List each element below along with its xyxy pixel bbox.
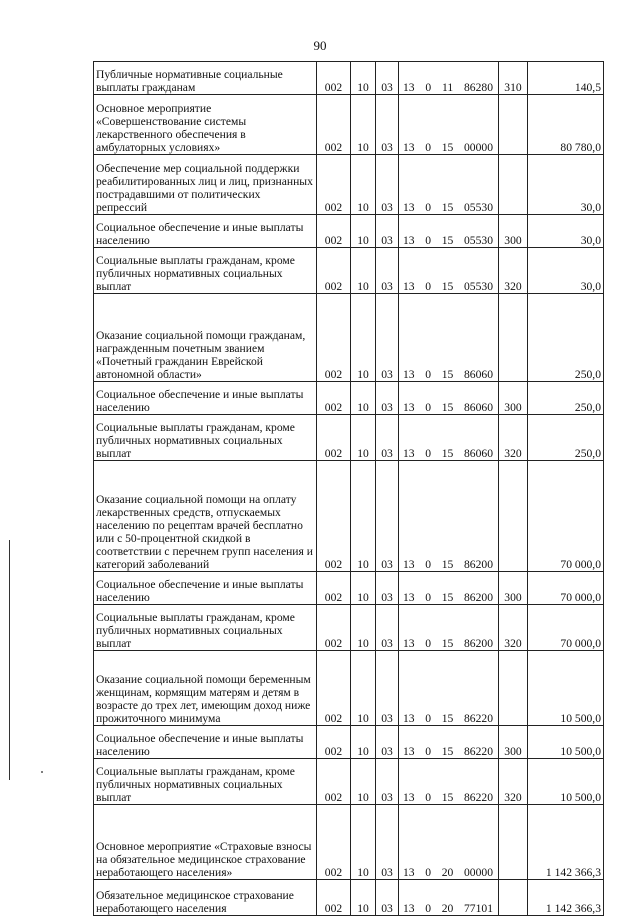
expense-type-code <box>499 294 528 382</box>
program-code: 13 <box>403 558 415 571</box>
subsection-code: 03 <box>376 294 399 382</box>
target-article-code <box>399 294 499 382</box>
direction-code: 86220 <box>464 745 493 758</box>
measure-code: 15 <box>441 637 454 650</box>
row-name: Обеспечение мер социальной поддержки реабилитированных лиц и лиц, признанных пострадавшими от политических репрессий <box>94 155 317 215</box>
ministry-code: 002 <box>317 415 351 461</box>
expense-type-code <box>499 805 528 880</box>
direction-code: 86200 <box>464 558 493 571</box>
ministry-code: 002 <box>317 382 351 415</box>
amount: 30,0 <box>528 215 604 248</box>
subsection-code: 03 <box>376 805 399 880</box>
target-article-code <box>399 95 499 155</box>
direction-code: 86280 <box>464 81 493 94</box>
program-code: 13 <box>403 141 415 154</box>
program-code: 13 <box>403 791 415 804</box>
program-code: 13 <box>403 401 415 414</box>
target-article-parts <box>401 791 496 804</box>
direction-code: 05530 <box>464 201 493 214</box>
subsection-code: 03 <box>376 880 399 916</box>
direction-code: 00000 <box>464 141 493 154</box>
subsection-code: 03 <box>376 415 399 461</box>
subprogram-code: 0 <box>425 591 432 604</box>
program-code: 13 <box>403 201 415 214</box>
amount: 250,0 <box>528 382 604 415</box>
target-article-code <box>399 605 499 651</box>
subprogram-code: 0 <box>425 637 432 650</box>
amount: 70 000,0 <box>528 461 604 572</box>
ministry-code: 002 <box>317 805 351 880</box>
section-code: 10 <box>351 155 376 215</box>
row-name: Основное мероприятие «Совершенствование системы лекарственного обеспечения в амбулаторных условиях» <box>94 95 317 155</box>
target-article-parts <box>401 368 496 381</box>
subprogram-code: 0 <box>425 401 432 414</box>
program-code: 13 <box>403 368 415 381</box>
program-code: 13 <box>403 637 415 650</box>
ministry-code: 002 <box>317 215 351 248</box>
amount: 10 500,0 <box>528 651 604 726</box>
margin-line <box>9 540 10 780</box>
ministry-code: 002 <box>317 95 351 155</box>
amount: 10 500,0 <box>528 759 604 805</box>
section-code: 10 <box>351 759 376 805</box>
subprogram-code: 0 <box>425 368 432 381</box>
subsection-code: 03 <box>376 759 399 805</box>
target-article-parts <box>401 141 496 154</box>
section-code: 10 <box>351 95 376 155</box>
direction-code: 86200 <box>464 637 493 650</box>
program-code: 13 <box>403 902 415 915</box>
measure-code: 15 <box>441 141 454 154</box>
program-code: 13 <box>403 745 415 758</box>
subprogram-code: 0 <box>425 791 432 804</box>
table-row <box>94 759 604 805</box>
target-article-parts <box>401 234 496 247</box>
measure-code: 15 <box>441 280 454 293</box>
section-code: 10 <box>351 382 376 415</box>
program-code: 13 <box>403 447 415 460</box>
amount: 1 142 366,3 <box>528 805 604 880</box>
subprogram-code: 0 <box>425 234 432 247</box>
target-article-parts <box>401 201 496 214</box>
target-article-parts <box>401 280 496 293</box>
expense-type-code: 300 <box>499 382 528 415</box>
section-code: 10 <box>351 461 376 572</box>
table-row <box>94 880 604 916</box>
expense-type-code: 320 <box>499 248 528 294</box>
subprogram-code: 0 <box>425 866 432 879</box>
table-row <box>94 62 604 95</box>
section-code: 10 <box>351 880 376 916</box>
row-name: Социальное обеспечение и иные выплаты населению <box>94 382 317 415</box>
measure-code: 15 <box>441 201 454 214</box>
row-name: Социальные выплаты гражданам, кроме публичных нормативных социальных выплат <box>94 605 317 651</box>
target-article-parts <box>401 558 496 571</box>
measure-code: 15 <box>441 234 454 247</box>
target-article-code <box>399 572 499 605</box>
measure-code: 15 <box>441 712 454 725</box>
expense-type-code <box>499 155 528 215</box>
page-number: 90 <box>313 38 327 53</box>
subprogram-code: 0 <box>425 745 432 758</box>
ministry-code: 002 <box>317 461 351 572</box>
row-name: Оказание социальной помощи гражданам, награжденным почетным званием «Почетный гражданин Еврейской автономной области» <box>94 294 317 382</box>
subsection-code: 03 <box>376 572 399 605</box>
amount: 80 780,0 <box>528 95 604 155</box>
table-row <box>94 605 604 651</box>
row-name: Социальное обеспечение и иные выплаты населению <box>94 726 317 759</box>
target-article-parts <box>401 81 496 94</box>
target-article-parts <box>401 745 496 758</box>
ministry-code: 002 <box>317 62 351 95</box>
target-article-code <box>399 726 499 759</box>
direction-code: 86200 <box>464 591 493 604</box>
expense-type-code: 310 <box>499 62 528 95</box>
target-article-parts <box>401 902 496 915</box>
target-article-parts <box>401 401 496 414</box>
subprogram-code: 0 <box>425 81 432 94</box>
table-row <box>94 651 604 726</box>
direction-code: 05530 <box>464 280 493 293</box>
target-article-code <box>399 651 499 726</box>
expense-type-code <box>499 461 528 572</box>
row-name: Социальные выплаты гражданам, кроме публичных нормативных социальных выплат <box>94 248 317 294</box>
section-code: 10 <box>351 62 376 95</box>
budget-table <box>93 61 604 916</box>
expense-type-code: 300 <box>499 215 528 248</box>
subsection-code: 03 <box>376 95 399 155</box>
ministry-code: 002 <box>317 759 351 805</box>
section-code: 10 <box>351 415 376 461</box>
section-code: 10 <box>351 805 376 880</box>
subsection-code: 03 <box>376 62 399 95</box>
row-name: Социальные выплаты гражданам, кроме публичных нормативных социальных выплат <box>94 415 317 461</box>
amount: 30,0 <box>528 155 604 215</box>
table-row <box>94 294 604 382</box>
subsection-code: 03 <box>376 605 399 651</box>
measure-code: 15 <box>441 558 454 571</box>
target-article-code <box>399 415 499 461</box>
target-article-parts <box>401 447 496 460</box>
ministry-code: 002 <box>317 880 351 916</box>
target-article-code <box>399 880 499 916</box>
row-name: Оказание социальной помощи на оплату лекарственных средств, отпускаемых населению по рецептам врачей бесплатно или с 50-процентной скидкой в соответствии с перечнем групп населения и категорий заболеваний <box>94 461 317 572</box>
table-row <box>94 415 604 461</box>
subsection-code: 03 <box>376 382 399 415</box>
table-row <box>94 461 604 572</box>
direction-code: 86060 <box>464 401 493 414</box>
expense-type-code <box>499 880 528 916</box>
subsection-code: 03 <box>376 215 399 248</box>
program-code: 13 <box>403 280 415 293</box>
table-row <box>94 572 604 605</box>
expense-type-code <box>499 95 528 155</box>
expense-type-code: 300 <box>499 572 528 605</box>
amount: 10 500,0 <box>528 726 604 759</box>
row-name: Публичные нормативные социальные выплаты гражданам <box>94 62 317 95</box>
expense-type-code: 300 <box>499 726 528 759</box>
target-article-code <box>399 248 499 294</box>
row-name: Социальные выплаты гражданам, кроме публичных нормативных социальных выплат <box>94 759 317 805</box>
measure-code: 15 <box>441 591 454 604</box>
measure-code: 15 <box>441 791 454 804</box>
target-article-parts <box>401 866 496 879</box>
subprogram-code: 0 <box>425 280 432 293</box>
measure-code: 20 <box>441 866 454 879</box>
target-article-code <box>399 382 499 415</box>
target-article-parts <box>401 591 496 604</box>
table-row <box>94 248 604 294</box>
amount: 250,0 <box>528 294 604 382</box>
measure-code: 15 <box>441 368 454 381</box>
measure-code: 15 <box>441 401 454 414</box>
row-name: Оказание социальной помощи беременным женщинам, кормящим матерям и детям в возрасте до трех лет, имеющим доход ниже прожиточного минимума <box>94 651 317 726</box>
table-row <box>94 95 604 155</box>
direction-code: 05530 <box>464 234 493 247</box>
table-row <box>94 726 604 759</box>
target-article-code <box>399 759 499 805</box>
program-code: 13 <box>403 866 415 879</box>
section-code: 10 <box>351 248 376 294</box>
ministry-code: 002 <box>317 572 351 605</box>
ministry-code: 002 <box>317 155 351 215</box>
subprogram-code: 0 <box>425 902 432 915</box>
row-name: Социальное обеспечение и иные выплаты населению <box>94 572 317 605</box>
amount: 250,0 <box>528 415 604 461</box>
measure-code: 15 <box>441 745 454 758</box>
amount: 70 000,0 <box>528 605 604 651</box>
subprogram-code: 0 <box>425 141 432 154</box>
program-code: 13 <box>403 591 415 604</box>
subsection-code: 03 <box>376 461 399 572</box>
direction-code: 77101 <box>464 902 493 915</box>
expense-type-code <box>499 651 528 726</box>
amount: 70 000,0 <box>528 572 604 605</box>
row-name: Обязательное медицинское страхование неработающего населения <box>94 880 317 916</box>
table-row <box>94 215 604 248</box>
amount: 1 142 366,3 <box>528 880 604 916</box>
ministry-code: 002 <box>317 726 351 759</box>
section-code: 10 <box>351 726 376 759</box>
target-article-code <box>399 155 499 215</box>
amount: 140,5 <box>528 62 604 95</box>
table-body <box>94 62 604 916</box>
subprogram-code: 0 <box>425 447 432 460</box>
target-article-code <box>399 805 499 880</box>
program-code: 13 <box>403 234 415 247</box>
ministry-code: 002 <box>317 651 351 726</box>
target-article-code <box>399 215 499 248</box>
direction-code: 86060 <box>464 447 493 460</box>
table-row <box>94 382 604 415</box>
ministry-code: 002 <box>317 248 351 294</box>
measure-code: 11 <box>442 81 454 94</box>
ministry-code: 002 <box>317 294 351 382</box>
subsection-code: 03 <box>376 726 399 759</box>
target-article-code <box>399 62 499 95</box>
direction-code: 86220 <box>464 791 493 804</box>
section-code: 10 <box>351 572 376 605</box>
amount: 30,0 <box>528 248 604 294</box>
section-code: 10 <box>351 215 376 248</box>
scan-speck <box>41 771 43 773</box>
subprogram-code: 0 <box>425 712 432 725</box>
measure-code: 15 <box>441 447 454 460</box>
section-code: 10 <box>351 651 376 726</box>
direction-code: 86060 <box>464 368 493 381</box>
target-article-code <box>399 461 499 572</box>
direction-code: 86220 <box>464 712 493 725</box>
program-code: 13 <box>403 81 415 94</box>
target-article-parts <box>401 637 496 650</box>
expense-type-code: 320 <box>499 759 528 805</box>
row-name: Основное мероприятие «Страховые взносы на обязательное медицинское страхование неработающего населения» <box>94 805 317 880</box>
target-article-parts <box>401 712 496 725</box>
section-code: 10 <box>351 605 376 651</box>
table-row <box>94 805 604 880</box>
ministry-code: 002 <box>317 605 351 651</box>
table-row <box>94 155 604 215</box>
direction-code: 00000 <box>464 866 493 879</box>
measure-code: 20 <box>441 902 454 915</box>
program-code: 13 <box>403 712 415 725</box>
row-name: Социальное обеспечение и иные выплаты населению <box>94 215 317 248</box>
expense-type-code: 320 <box>499 605 528 651</box>
subprogram-code: 0 <box>425 201 432 214</box>
section-code: 10 <box>351 294 376 382</box>
subsection-code: 03 <box>376 651 399 726</box>
subsection-code: 03 <box>376 248 399 294</box>
subprogram-code: 0 <box>425 558 432 571</box>
subsection-code: 03 <box>376 155 399 215</box>
expense-type-code: 320 <box>499 415 528 461</box>
